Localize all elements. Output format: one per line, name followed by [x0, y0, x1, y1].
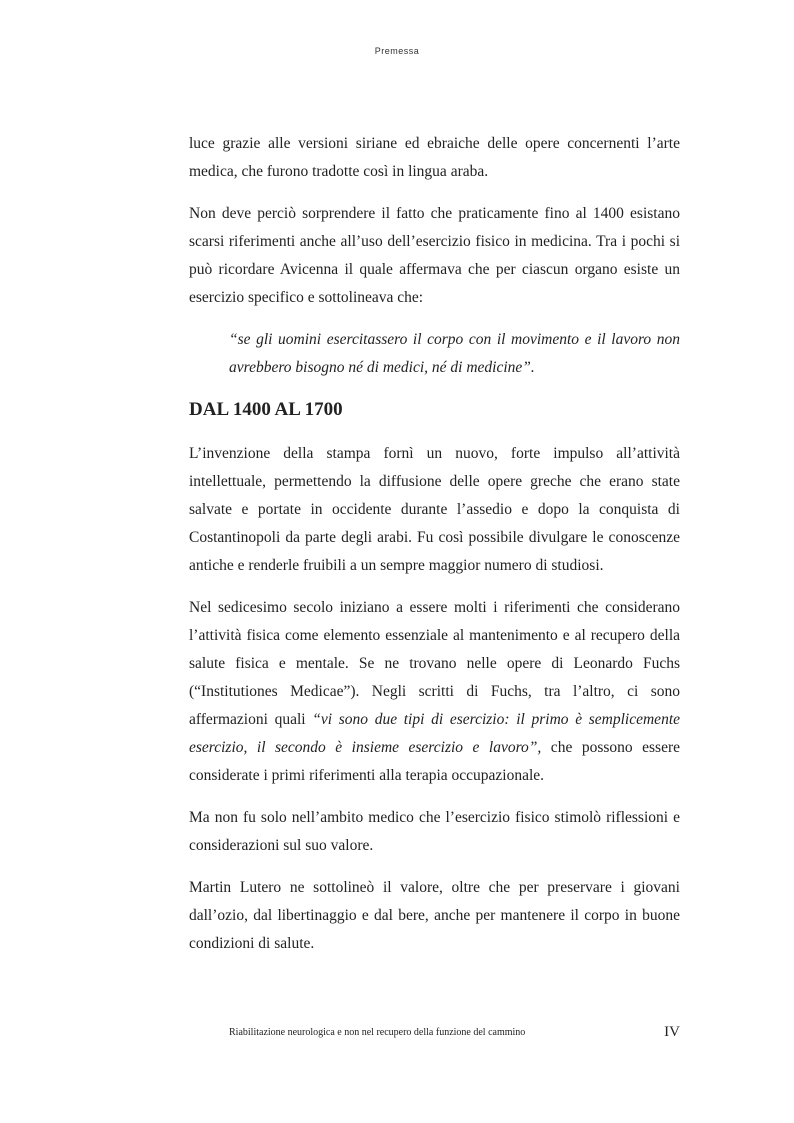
footer-title: Riabilitazione neurologica e non nel recupero della funzione del cammino: [229, 1027, 526, 1038]
paragraph-4: [189, 594, 680, 790]
avicenna-quote: “se gli uomini esercitassero il corpo con il movimento e il lavoro non avrebbero bisogno né di medici, né di medicine”.: [229, 331, 680, 376]
paragraph-2: Non deve perciò sorprendere il fatto che praticamente fino al 1400 esistano scarsi riferimenti anche all’uso dell’esercizio fisico in medicina. Tra i pochi si può ricordare Avicenna il quale affermava che per ciascun organo esiste un esercizio specifico e sottolineava che:: [189, 205, 680, 306]
paragraph-1: luce grazie alle versioni siriane ed ebraiche delle opere concernenti l’arte medica, che furono tradotte così in lingua araba.: [189, 135, 680, 180]
paragraph-5: Ma non fu solo nell’ambito medico che l’esercizio fisico stimolò riflessioni e considerazioni sul suo valore.: [189, 809, 680, 854]
page-number: IV: [664, 1024, 680, 1040]
paragraph-4-outro: che possono essere considerate i primi riferimenti alla terapia occupazionale.: [189, 739, 680, 784]
running-header: Premessa: [374, 46, 420, 56]
page-body: [189, 130, 680, 972]
paragraph-6: Martin Lutero ne sottolineò il valore, oltre che per preservare i giovani dall’ozio, dal libertinaggio e dal bere, anche per mantenere il corpo in buone condizioni di salute.: [189, 879, 680, 952]
fuchs-quote: “vi sono due tipi di esercizio: il primo è semplicemente esercizio, il secondo è insieme esercizio e lavoro”,: [189, 711, 680, 756]
section-heading: DAL 1400 AL 1700: [189, 399, 343, 420]
paragraph-4-intro: Nel sedicesimo secolo iniziano a essere molti i riferimenti che considerano l’attività fisica come elemento essenziale al mantenimento e al recupero della salute fisica e mentale. Se ne trovano nelle opere di Leonardo Fuchs (“Institutiones Medicae”). Negli scritti di Fuchs, tra l’altro, ci sono affermazioni quali: [189, 599, 680, 728]
paragraph-3: L’invenzione della stampa fornì un nuovo, forte impulso all’attività intellettuale, permettendo la diffusione delle opere greche che erano state salvate e portate in occidente durante l’assedio e dopo la conquista di Costantinopoli da parte degli arabi. Fu così possibile divulgare le conoscenze antiche e renderle fruibili a un sempre maggior numero di studiosi.: [189, 445, 680, 574]
